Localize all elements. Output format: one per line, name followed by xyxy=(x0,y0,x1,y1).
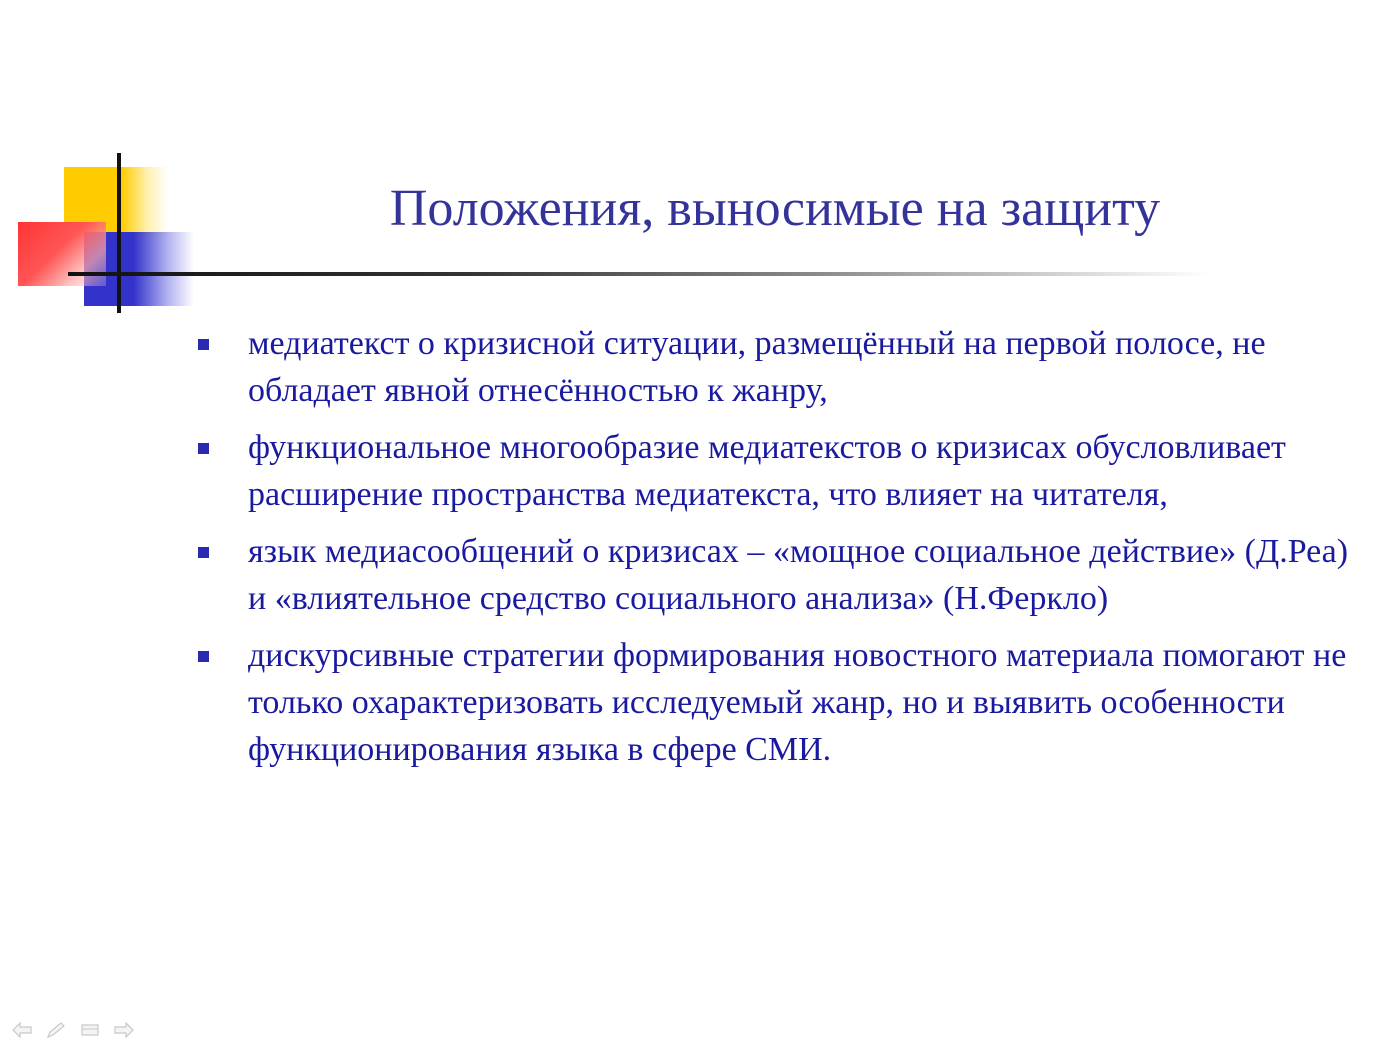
bullet-item xyxy=(195,424,1355,518)
slide-title: Положения, выносимые на защиту xyxy=(389,180,1161,237)
bullet-text: медиатекст о кризисной ситуации, размещённый на первой полосе, не обладает явной отнесённостью к жанру, xyxy=(248,325,1266,409)
square-bullet-icon xyxy=(198,547,209,558)
decorative-vertical-line xyxy=(117,153,121,313)
pen-tool-button[interactable] xyxy=(44,1018,68,1042)
arrow-right-icon xyxy=(113,1021,135,1039)
bullet-list xyxy=(195,320,1355,783)
previous-slide-button[interactable] xyxy=(10,1018,34,1042)
slide-menu-button[interactable] xyxy=(78,1018,102,1042)
title-underline xyxy=(68,272,1208,276)
slideshow-navigation xyxy=(10,1018,136,1042)
bullet-item xyxy=(195,528,1355,622)
decorative-red-square xyxy=(18,222,106,286)
bullet-item xyxy=(195,320,1355,414)
bullet-text: дискурсивные стратегии формирования новостного материала помогают не только охарактеризовать исследуемый жанр, но и выявить особенности функционирования языка в сфере СМИ. xyxy=(248,637,1347,768)
arrow-left-icon xyxy=(11,1021,33,1039)
menu-icon xyxy=(79,1021,101,1039)
pen-icon xyxy=(45,1021,67,1039)
square-bullet-icon xyxy=(198,339,209,350)
bullet-text: функциональное многообразие медиатекстов о кризисах обусловливает расширение пространства медиатекста, что влияет на читателя, xyxy=(248,429,1286,513)
next-slide-button[interactable] xyxy=(112,1018,136,1042)
square-bullet-icon xyxy=(198,651,209,662)
bullet-text: язык медиасообщений о кризисах – «мощное социальное действие» (Д.Реа) и «влиятельное средство социального анализа» (Н.Феркло) xyxy=(248,533,1349,617)
square-bullet-icon xyxy=(198,443,209,454)
bullet-item xyxy=(195,632,1355,773)
